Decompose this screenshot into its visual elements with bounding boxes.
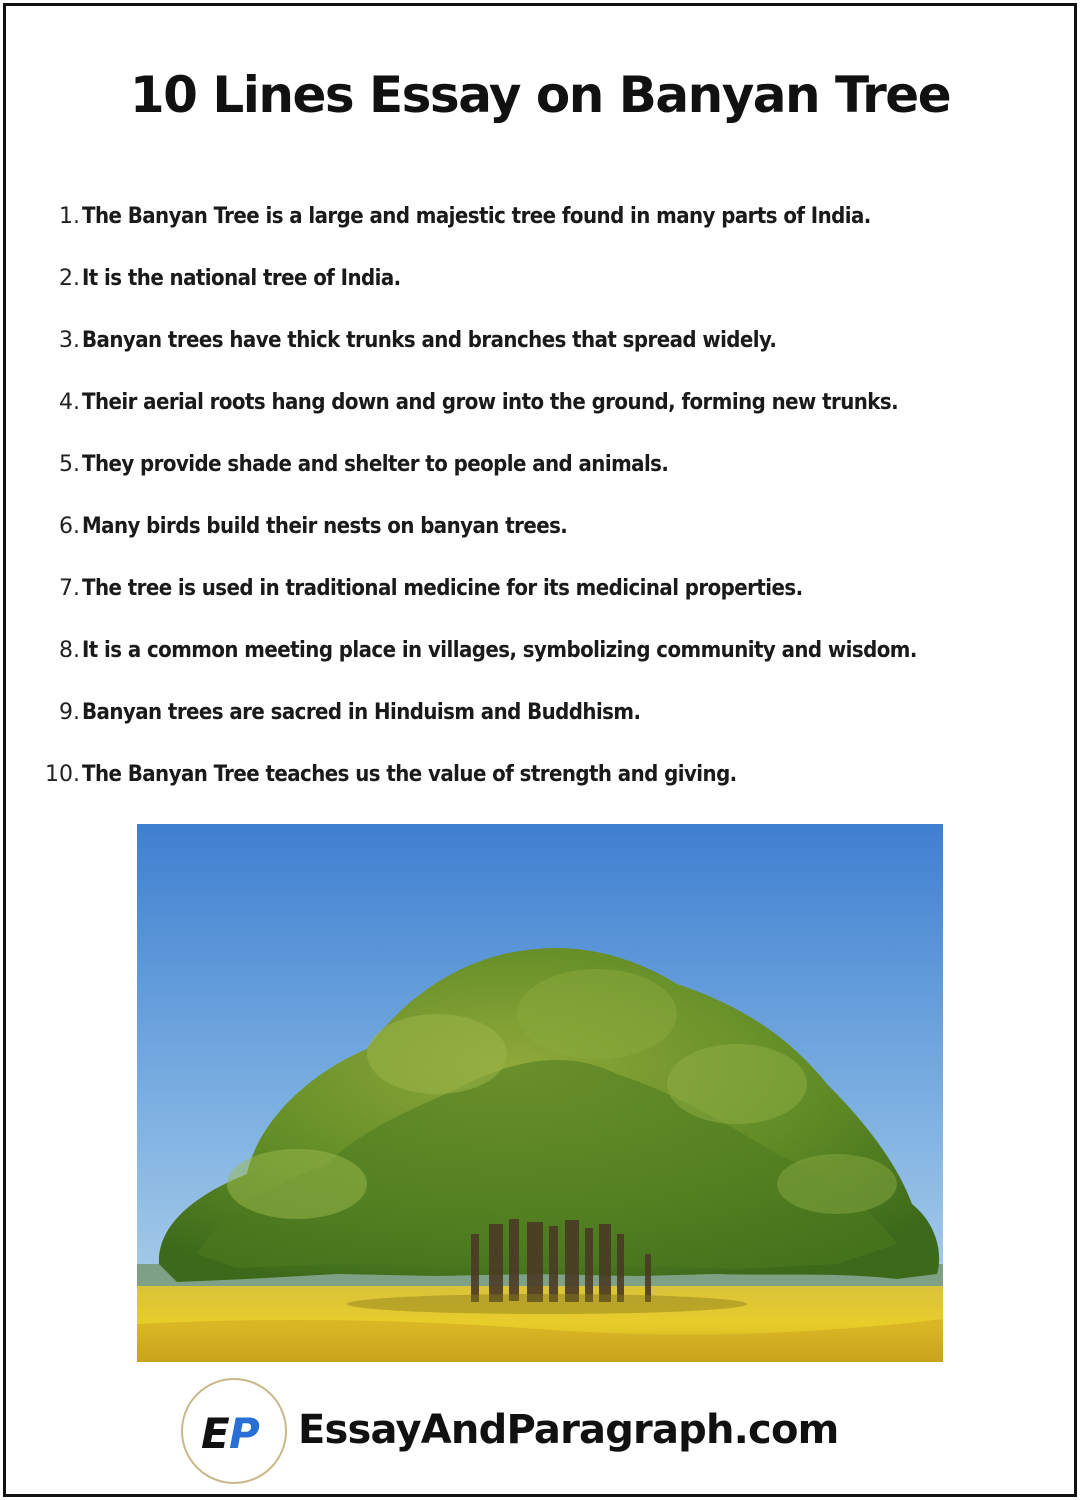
list-item-text: Many birds build their nests on banyan trees.	[82, 513, 568, 539]
list-item-text: It is a common meeting place in villages, symbolizing community and wisdom.	[82, 637, 917, 663]
list-item	[28, 444, 668, 484]
ep-logo-icon	[199, 1406, 269, 1456]
list-item	[28, 692, 640, 732]
site-logo	[181, 1378, 287, 1484]
list-item-number: 8.	[59, 637, 80, 663]
list-item	[28, 382, 898, 422]
list-item	[28, 320, 776, 360]
page-title: 10 Lines Essay on Banyan Tree	[129, 66, 951, 124]
list-item-number: 9.	[59, 699, 80, 725]
list-item-text: The tree is used in traditional medicine for its medicinal properties.	[82, 575, 803, 601]
list-item	[28, 258, 401, 298]
logo-letter-e: E	[201, 1409, 230, 1456]
list-item	[28, 196, 871, 236]
site-name: EssayAndParagraph.com	[298, 1407, 839, 1453]
list-item	[28, 630, 917, 670]
list-item	[28, 568, 803, 608]
banyan-tree-photo	[137, 824, 943, 1362]
list-item-text: It is the national tree of India.	[82, 265, 401, 291]
list-item-number: 6.	[59, 513, 80, 539]
list-item-number: 10.	[45, 761, 80, 787]
list-item-number: 3.	[59, 327, 80, 353]
list-item	[28, 754, 737, 794]
list-item-text: The Banyan Tree is a large and majestic tree found in many parts of India.	[82, 203, 871, 229]
list-item-text: The Banyan Tree teaches us the value of strength and giving.	[82, 761, 737, 787]
list-item-text: Banyan trees have thick trunks and branches that spread widely.	[82, 327, 777, 353]
list-item-number: 4.	[59, 389, 80, 415]
list-item-number: 7.	[59, 575, 80, 601]
list-item-text: Banyan trees are sacred in Hinduism and Buddhism.	[82, 699, 641, 725]
banyan-tree-illustration	[137, 824, 943, 1362]
list-item-number: 1.	[59, 203, 80, 229]
list-item-number: 5.	[59, 451, 80, 477]
list-item-text: Their aerial roots hang down and grow into the ground, forming new trunks.	[82, 389, 899, 415]
logo-letter-p: P	[229, 1409, 260, 1456]
list-item-text: They provide shade and shelter to people and animals.	[82, 451, 669, 477]
list-item	[28, 506, 567, 546]
list-item-number: 2.	[59, 265, 80, 291]
